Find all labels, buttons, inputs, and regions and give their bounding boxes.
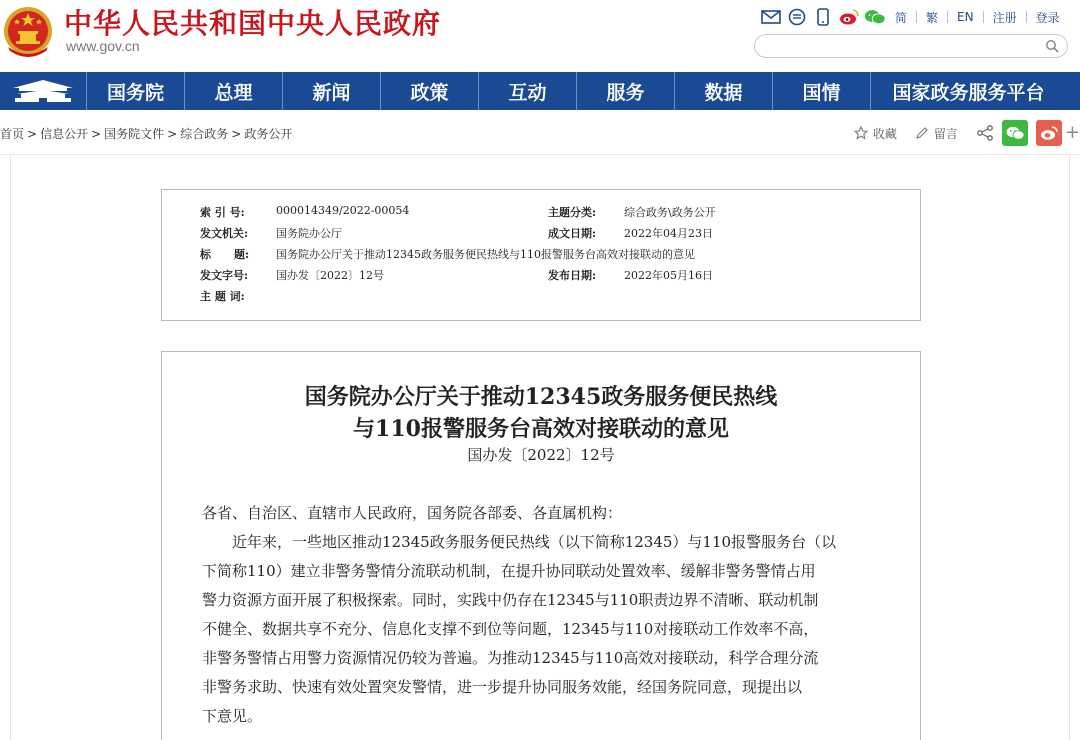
meta-issuer-value: 国务院办公厅 — [276, 227, 342, 240]
meta-written-date-label: 成文日期: — [548, 227, 597, 240]
meta-topic-value: 综合政务\政务公开 — [624, 206, 716, 219]
meta-publish-date-label: 发布日期: — [548, 269, 597, 282]
paragraph-line: 下意见。 — [202, 707, 263, 725]
lang-english-link[interactable]: EN — [957, 10, 974, 24]
document-body — [161, 351, 921, 740]
search-input[interactable] — [767, 38, 1037, 54]
page-actions — [854, 120, 1080, 146]
paragraph-line: 不健全、数据共享不充分、信息化支撑不到位等问题，12345与110对接联动工作效率不高， — [202, 620, 819, 638]
breadcrumb — [0, 125, 292, 142]
weibo-icon[interactable] — [838, 7, 860, 27]
weibo-share-button[interactable] — [1036, 120, 1062, 146]
meta-publish-date-value: 2022年05月16日 — [624, 269, 713, 282]
main-nav — [0, 72, 1080, 110]
breadcrumb-row — [0, 116, 1080, 150]
favorite-button[interactable] — [854, 125, 897, 142]
wechat-share-button[interactable] — [1002, 120, 1028, 146]
comment-label: 留言 — [933, 126, 958, 141]
nav-item-gov-service-platform[interactable]: 国家政务服务平台 — [870, 72, 1066, 110]
mail-icon[interactable] — [760, 7, 782, 27]
meta-title-value: 国务院办公厅关于推动12345政务服务便民热线与110报警服务台高效对接联动的意见 — [276, 248, 695, 261]
divider — [0, 154, 1080, 155]
meta-issuer-label: 发文机关: — [200, 227, 249, 240]
more-share-button[interactable]: + — [1064, 122, 1080, 143]
paragraph-line: 非警务求助、快速有效处置突发警情，进一步提升协同服务效能，经国务院同意，现提出以 — [202, 678, 803, 696]
site-title[interactable]: 中华人民共和国中央人民政府 — [64, 7, 442, 40]
document-addressee: 各省、自治区、直辖市人民政府，国务院各部委、各直属机构： — [202, 504, 623, 522]
register-link[interactable]: 注册 — [992, 10, 1017, 25]
meta-row — [162, 267, 920, 287]
main-content — [10, 156, 1070, 740]
breadcrumb-separator: > — [27, 127, 38, 141]
breadcrumb-general-affairs[interactable]: 综合政务 — [180, 127, 229, 141]
document-paragraph — [202, 528, 892, 731]
separator — [1026, 11, 1027, 23]
star-icon — [854, 126, 868, 140]
top-tools — [760, 6, 1065, 28]
tiananmen-icon — [11, 78, 75, 104]
nav-item-policy[interactable]: 政策 — [380, 72, 478, 110]
separator — [947, 11, 948, 23]
lang-simplified-link[interactable]: 简 — [895, 10, 908, 25]
national-emblem-icon[interactable] — [2, 5, 54, 61]
breadcrumb-separator: > — [231, 127, 242, 141]
site-url[interactable]: www.gov.cn — [66, 38, 140, 54]
share-icon[interactable] — [976, 124, 994, 142]
meta-keywords-label: 主 题 词: — [200, 290, 245, 303]
meta-docno-value: 国办发〔2022〕12号 — [276, 269, 384, 282]
document-title-line1: 国务院办公厅关于推动12345政务服务便民热线 — [304, 384, 778, 410]
nav-item-data[interactable]: 数据 — [674, 72, 772, 110]
meta-row — [162, 288, 920, 308]
mobile-icon[interactable] — [812, 7, 834, 27]
meta-row — [162, 225, 920, 245]
nav-item-news[interactable]: 新闻 — [282, 72, 380, 110]
breadcrumb-gov-disclosure[interactable]: 政务公开 — [244, 127, 293, 141]
nav-item-premier[interactable]: 总理 — [184, 72, 282, 110]
paragraph-line: 非警务警情占用警力资源情况仍较为普遍。为推动12345与110高效对接联动，科学合理分流 — [202, 649, 819, 667]
meta-row — [162, 246, 920, 266]
document-title-line2: 与110报警服务台高效对接联动的意见 — [353, 416, 729, 442]
separator — [916, 11, 917, 23]
meta-index-label: 索 引 号: — [200, 206, 245, 219]
meta-index-value: 000014349/2022-00054 — [276, 204, 410, 217]
meta-written-date-value: 2022年04月23日 — [624, 227, 713, 240]
document-metadata — [161, 189, 921, 321]
meta-docno-label: 发文字号: — [200, 269, 249, 282]
breadcrumb-info-disclosure[interactable]: 信息公开 — [40, 127, 89, 141]
meta-topic-label: 主题分类: — [548, 206, 597, 219]
nav-home[interactable] — [0, 72, 86, 110]
nav-item-national-info[interactable]: 国情 — [772, 72, 870, 110]
wechat-icon[interactable] — [864, 7, 886, 27]
site-header — [0, 0, 1080, 72]
breadcrumb-home[interactable]: 首页 — [0, 127, 25, 141]
document-number: 国办发〔2022〕12号 — [467, 446, 615, 464]
favorite-label: 收藏 — [872, 126, 897, 141]
nav-item-interaction[interactable]: 互动 — [478, 72, 576, 110]
meta-title-label: 标 题: — [200, 248, 250, 261]
weibo-icon — [1039, 125, 1059, 141]
wechat-icon — [1005, 125, 1025, 141]
paragraph-line: 近年来，一些地区推动12345政务服务便民热线（以下简称12345）与110报警服务台（以 — [202, 533, 837, 551]
nav-item-service[interactable]: 服务 — [576, 72, 674, 110]
meta-row — [162, 204, 920, 224]
paragraph-line: 警力资源方面开展了积极探索。同时，实践中仍存在12345与110职责边界不清晰、联动机制 — [202, 591, 819, 609]
paragraph-line: 下简称110）建立非警务警情分流联动机制，在提升协同联动处置效率、缓解非警务警情占用 — [202, 562, 816, 580]
breadcrumb-separator: > — [167, 127, 178, 141]
login-link[interactable]: 登录 — [1035, 10, 1060, 25]
pen-icon — [915, 126, 929, 140]
message-icon[interactable] — [786, 7, 808, 27]
lang-traditional-link[interactable]: 繁 — [926, 10, 939, 25]
nav-item-state-council[interactable]: 国务院 — [86, 72, 184, 110]
separator — [983, 11, 984, 23]
comment-button[interactable] — [915, 125, 958, 142]
breadcrumb-state-council-docs[interactable]: 国务院文件 — [104, 127, 165, 141]
search-icon[interactable] — [1045, 39, 1059, 53]
breadcrumb-separator: > — [91, 127, 102, 141]
search-box — [754, 34, 1068, 58]
